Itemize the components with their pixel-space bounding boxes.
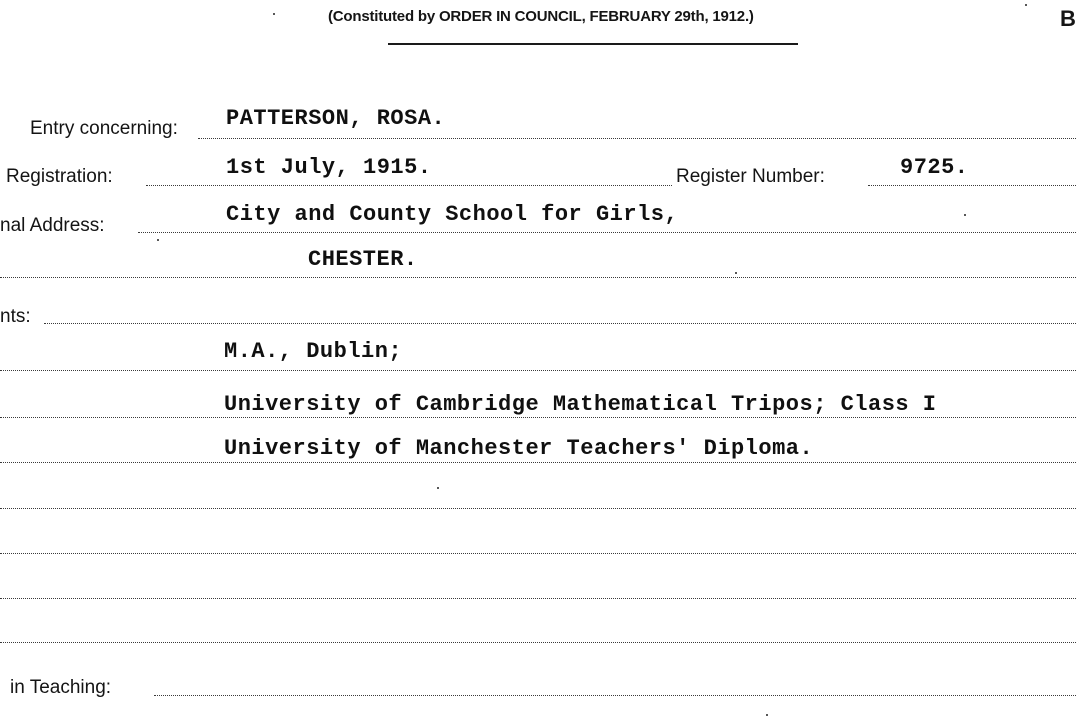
address-rule-1	[138, 232, 1076, 233]
attainment-line-1: M.A., Dublin;	[224, 339, 403, 364]
attainment-line-3: University of Manchester Teachers' Diploma.	[224, 436, 814, 461]
header-rule	[388, 43, 798, 45]
blank-rule-3	[0, 598, 1076, 599]
register-number-rule	[868, 185, 1076, 186]
entry-concerning-rule	[198, 138, 1076, 139]
document-header	[0, 6, 1076, 30]
teaching-rule	[154, 695, 1076, 696]
attainments-label: nts:	[0, 306, 31, 327]
entry-concerning-label: Entry concerning:	[30, 118, 178, 139]
scan-speck	[273, 13, 275, 15]
blank-rule-2	[0, 553, 1076, 554]
attainments-rule-3	[0, 462, 1076, 463]
corner-letter: B	[1060, 6, 1076, 31]
scan-speck	[735, 272, 737, 274]
attainments-rule-2	[0, 417, 1076, 418]
scan-speck	[1025, 4, 1027, 6]
scan-speck	[964, 214, 966, 216]
entry-concerning-value: PATTERSON, ROSA.	[226, 106, 446, 131]
register-number-value: 9725.	[900, 155, 969, 180]
attainment-line-2: University of Cambridge Mathematical Tripos; Class I	[224, 392, 937, 417]
attainments-rule-0	[44, 323, 1076, 324]
address-rule-2	[0, 277, 1076, 278]
scan-speck	[437, 487, 439, 489]
registration-rule	[146, 185, 672, 186]
scan-speck	[766, 714, 768, 716]
attainments-rule-1	[0, 370, 1076, 371]
teaching-label: in Teaching:	[10, 677, 112, 698]
registration-value: 1st July, 1915.	[226, 155, 432, 180]
scan-speck	[157, 239, 159, 241]
constituted-note: (Constituted by ORDER IN COUNCIL, FEBRUARY 29th, 1912.)	[328, 8, 754, 25]
register-number-label: Register Number:	[676, 166, 825, 187]
address-label: nal Address:	[0, 215, 105, 236]
address-line-1: City and County School for Girls,	[226, 202, 679, 227]
blank-rule-1	[0, 508, 1076, 509]
blank-rule-4	[0, 642, 1076, 643]
address-line-2: CHESTER.	[308, 247, 418, 272]
registration-label: Registration:	[6, 166, 113, 187]
